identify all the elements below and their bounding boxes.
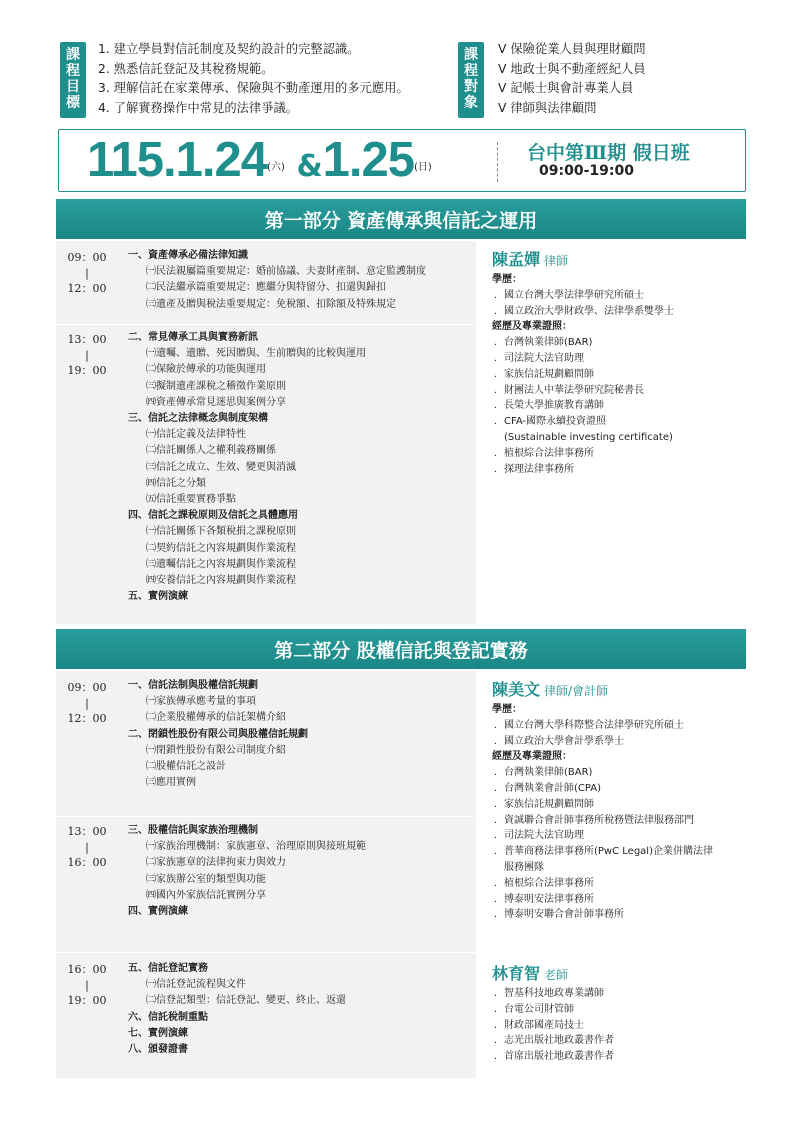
- outline-subitem: ㈡股權信託之設計: [146, 761, 226, 773]
- bio-item: ．首席出版社地政叢書作者: [494, 1051, 614, 1063]
- bio-item: ．台電公司財管師: [494, 1003, 574, 1015]
- outline-heading: 二、閉鎖性股份有限公司與股權信託規劃: [128, 728, 308, 740]
- course-goals-list: [98, 40, 409, 118]
- bio-label: 經歷及專業證照：: [492, 321, 572, 333]
- outline-heading: 一、資產傳承必備法律知識: [128, 250, 248, 261]
- date-day2: 1.25: [322, 133, 414, 187]
- row-divider: [56, 324, 474, 325]
- course-goals-badge: [60, 42, 86, 118]
- bio-item: ．CFA-國際永續投資證照: [494, 416, 607, 428]
- outline-list: [128, 330, 366, 605]
- badge-char: 程: [464, 63, 478, 79]
- bio-item: ．台灣執業律師(BAR): [494, 337, 593, 349]
- weekday-day1: (六): [267, 162, 285, 173]
- outline-subitem: ㈢擬制遺產課稅之稽徵作業原則: [146, 380, 286, 392]
- bio-item: ．財團法人中華法學研究院秘書長: [494, 384, 644, 396]
- lecturer-name-text: 林育智: [492, 964, 541, 983]
- outline-subitem: ㈡信登記類型：信託登記、變更、終止、返還: [146, 995, 346, 1007]
- badge-char: 程: [66, 63, 80, 79]
- outline-list: [128, 248, 426, 313]
- time-bar: |: [85, 266, 89, 280]
- course-info: [58, 40, 748, 122]
- outline-subitem: ㈢家族辦公室的類型與功能: [146, 873, 266, 885]
- outline-subitem: ㈡民法繼承篇重要規定：應繼分與特留分、扣還與歸扣: [146, 282, 386, 294]
- outline-subitem: ㈠家族傳承應考量的事項: [146, 696, 256, 708]
- session-name: 台中第Ⅲ期 假日班: [527, 142, 690, 164]
- badge-char: 象: [464, 95, 478, 111]
- outline-heading: 三、信託之法律概念與制度架構: [128, 413, 268, 425]
- time-end: 12：00: [67, 282, 107, 295]
- lecturer-name: [492, 677, 713, 700]
- outline-heading: 四、信託之課稅原則及信託之具體應用: [128, 510, 298, 522]
- audience-item: V 記帳士與會計專業人員: [498, 81, 634, 95]
- outline-list: [128, 961, 346, 1058]
- goal-item: 4. 了解實務操作中常見的法律爭議。: [98, 100, 299, 115]
- bio-item: ．家族信託規劃顧問師: [494, 368, 594, 380]
- row-divider: [56, 952, 746, 953]
- course-dates: [87, 132, 432, 188]
- bio-item: ．探理法律事務所: [494, 463, 574, 475]
- time-end: 19：00: [67, 994, 107, 1007]
- time-start: 09：00: [67, 251, 107, 264]
- bio-label: 學歷：: [492, 704, 522, 715]
- bio-item: ．志光出版社地政叢書作者: [494, 1035, 614, 1047]
- badge-char: 課: [66, 47, 80, 63]
- outline-subitem: ㈠遺囑、遺贈、死因贈與、生前贈與的比較與運用: [146, 348, 366, 360]
- badge-char: 課: [464, 47, 478, 63]
- audience-item: V 地政士與不動產經紀人員: [498, 61, 646, 76]
- bio-item: ．國立政治大學財政學、法律學系雙學士: [494, 305, 674, 317]
- badge-char: 標: [66, 95, 80, 111]
- bio-label: 學歷：: [492, 274, 522, 285]
- bio-item: (Sustainable investing certificate): [504, 431, 673, 443]
- outline-subitem: ㈣安養信託之內容規劃與作業流程: [146, 575, 296, 587]
- course-audience-list: [498, 40, 646, 118]
- outline-subitem: ㈡信託關係人之權利義務關係: [146, 445, 276, 457]
- outline-subitem: ㈣資產傳承常見迷思與案例分享: [146, 396, 286, 408]
- outline-list: [128, 823, 366, 920]
- bio-item: ．國立政治大學會計學系學士: [494, 735, 624, 747]
- goal-item: 1. 建立學員對信託制度及契約設計的完整認識。: [98, 42, 360, 56]
- outline-heading: 七、實例演練: [128, 1027, 188, 1039]
- bio-item: ．博泰明安聯合會計師事務所: [494, 909, 624, 921]
- time-start: 13：00: [67, 333, 107, 346]
- lecturer-name: [492, 247, 674, 270]
- part1-banner: 第一部分 資產傳承與信託之運用: [56, 199, 746, 239]
- bio-item: ．財政部國產局技士: [494, 1019, 584, 1031]
- part2-banner: 第二部分 股權信託與登記實務: [56, 629, 746, 669]
- lecturer-card: [492, 247, 674, 477]
- time-end: 19：00: [67, 364, 107, 377]
- lecturer-title: 律師: [544, 254, 569, 268]
- bio-item: ．長榮大學推廣教育講師: [494, 400, 604, 412]
- bio-item: ．國立台灣大學科際整合法律學研究所碩士: [494, 719, 684, 731]
- outline-heading: 八、頒發證書: [128, 1044, 188, 1056]
- time-end: 12：00: [67, 712, 107, 725]
- outline-subitem: ㈢應用實例: [146, 777, 196, 789]
- row-divider: [56, 816, 474, 817]
- outline-heading: 六、信託稅制重點: [128, 1011, 208, 1023]
- outline-heading: 五、實例演練: [128, 591, 188, 603]
- outline-subitem: ㈡家族憲章的法律拘束力與效力: [146, 857, 286, 869]
- time-bar: |: [85, 696, 89, 710]
- goal-item: 3. 理解信託在家業傳承、保險與不動產運用的多元應用。: [98, 81, 409, 95]
- audience-item: V 保險從業人員與理財顧問: [498, 42, 646, 56]
- outline-subitem: ㈢遺囑信託之內容規劃與作業流程: [146, 558, 296, 570]
- outline-subitem: ㈡契約信託之內容規劃與作業流程: [146, 542, 296, 554]
- audience-item: V 律師與法律顧問: [498, 100, 597, 115]
- time-bar: |: [85, 840, 89, 854]
- time-end: 16：00: [67, 856, 107, 869]
- bio-item: ．台灣執業會計師(CPA): [494, 782, 602, 794]
- bio-item: ．司法院大法官助理: [494, 352, 584, 364]
- lecturer-bio: [492, 986, 614, 1065]
- outline-subitem: ㈢信託之成立、生效、變更與消滅: [146, 461, 296, 473]
- lecturer-card: [492, 961, 614, 1065]
- lecturer-name-text: 陳孟嬋: [492, 250, 541, 269]
- date-ampersand: &: [296, 149, 323, 184]
- lecturer-title: 老師: [544, 968, 569, 982]
- badge-char: 對: [464, 79, 478, 95]
- outline-subitem: ㈡保險於傳承的功能與運用: [146, 364, 266, 376]
- date-divider: [497, 142, 498, 182]
- lecturer-bio: [492, 272, 674, 477]
- time-slot: [56, 332, 118, 379]
- bio-label: 經歷及專業證照：: [492, 751, 572, 763]
- time-slot: [56, 824, 118, 871]
- outline-subitem: ㈣信託之分類: [146, 477, 206, 489]
- time-slot: [56, 250, 118, 297]
- bio-item: ．植根綜合法律事務所: [494, 447, 594, 459]
- outline-subitem: ㈢遺產及贈與稅法重要規定：免稅額、扣除額及特殊規定: [146, 298, 396, 310]
- time-bar: |: [85, 978, 89, 992]
- time-slot: [56, 962, 118, 1009]
- outline-subitem: ㈡企業股權傳承的信託架構介紹: [146, 712, 286, 724]
- lecturer-name: [492, 961, 614, 984]
- outline-subitem: ㈠家族治理機制：家族憲章、治理原則與接班規範: [146, 841, 366, 853]
- time-start: 16：00: [67, 963, 107, 976]
- lecturer-card: [492, 677, 713, 923]
- outline-subitem: ㈠民法親屬篇重要規定：婚前協議、夫妻財產制、意定監護制度: [146, 266, 426, 278]
- time-start: 09：00: [67, 681, 107, 694]
- outline-subitem: ㈠信託登記流程與文件: [146, 979, 246, 991]
- course-audience-badge: [458, 42, 484, 118]
- time-slot: [56, 680, 118, 727]
- outline-list: [128, 678, 308, 791]
- bio-item: ．植根綜合法律事務所: [494, 877, 594, 889]
- part1-block: [56, 241, 746, 624]
- outline-subitem: ㈠閉鎖性股份有限公司制度介紹: [146, 744, 286, 756]
- date-day1: 115.1.24: [87, 133, 268, 187]
- outline-heading: 二、常見傳承工具與實務新訊: [128, 332, 258, 343]
- bio-item: ．國立台灣大學法律學研究所碩士: [494, 289, 644, 301]
- session-hours: 09:00-19:00: [539, 163, 634, 179]
- outline-subitem: ㈠信託關係下各類稅捐之課稅原則: [146, 526, 296, 538]
- goal-item: 2. 熟悉信託登記及其稅務規範。: [98, 61, 274, 76]
- bio-item: ．司法院大法官助理: [494, 830, 584, 842]
- outline-subitem: ㈤信託重要實務爭點: [146, 494, 236, 506]
- outline-subitem: ㈣國內外家族信託實例分享: [146, 889, 266, 901]
- date-box: [58, 129, 746, 192]
- weekday-day2: (日): [413, 162, 432, 173]
- bio-item: 服務團隊: [504, 861, 544, 873]
- lecturer-title: 律師/會計師: [544, 684, 609, 698]
- badge-char: 目: [66, 79, 80, 95]
- outline-heading: 四、實例演練: [128, 906, 188, 918]
- bio-item: ．家族信託規劃顧問師: [494, 798, 594, 810]
- outline-heading: 三、股權信託與家族治理機制: [128, 825, 258, 836]
- bio-item: ．台灣執業律師(BAR): [494, 767, 593, 779]
- bio-item: ．智基科技地政專業講師: [494, 988, 604, 999]
- bio-item: ．普華商務法律事務所(PwC Legal)企業併購法律: [494, 846, 713, 858]
- outline-heading: 一、信託法制與股權信託規劃: [128, 680, 258, 691]
- time-start: 13：00: [67, 825, 107, 838]
- lecturer-name-text: 陳美文: [492, 680, 541, 699]
- bio-item: ．資誠聯合會計師事務所稅務暨法律服務部門: [494, 814, 694, 826]
- part2-block: [56, 671, 746, 1078]
- time-bar: |: [85, 348, 89, 362]
- outline-subitem: ㈠信託定義及法律特性: [146, 429, 246, 441]
- lecturer-bio: [492, 702, 713, 923]
- outline-heading: 五、信託登記實務: [128, 963, 208, 974]
- bio-item: ．博泰明安法律事務所: [494, 893, 594, 905]
